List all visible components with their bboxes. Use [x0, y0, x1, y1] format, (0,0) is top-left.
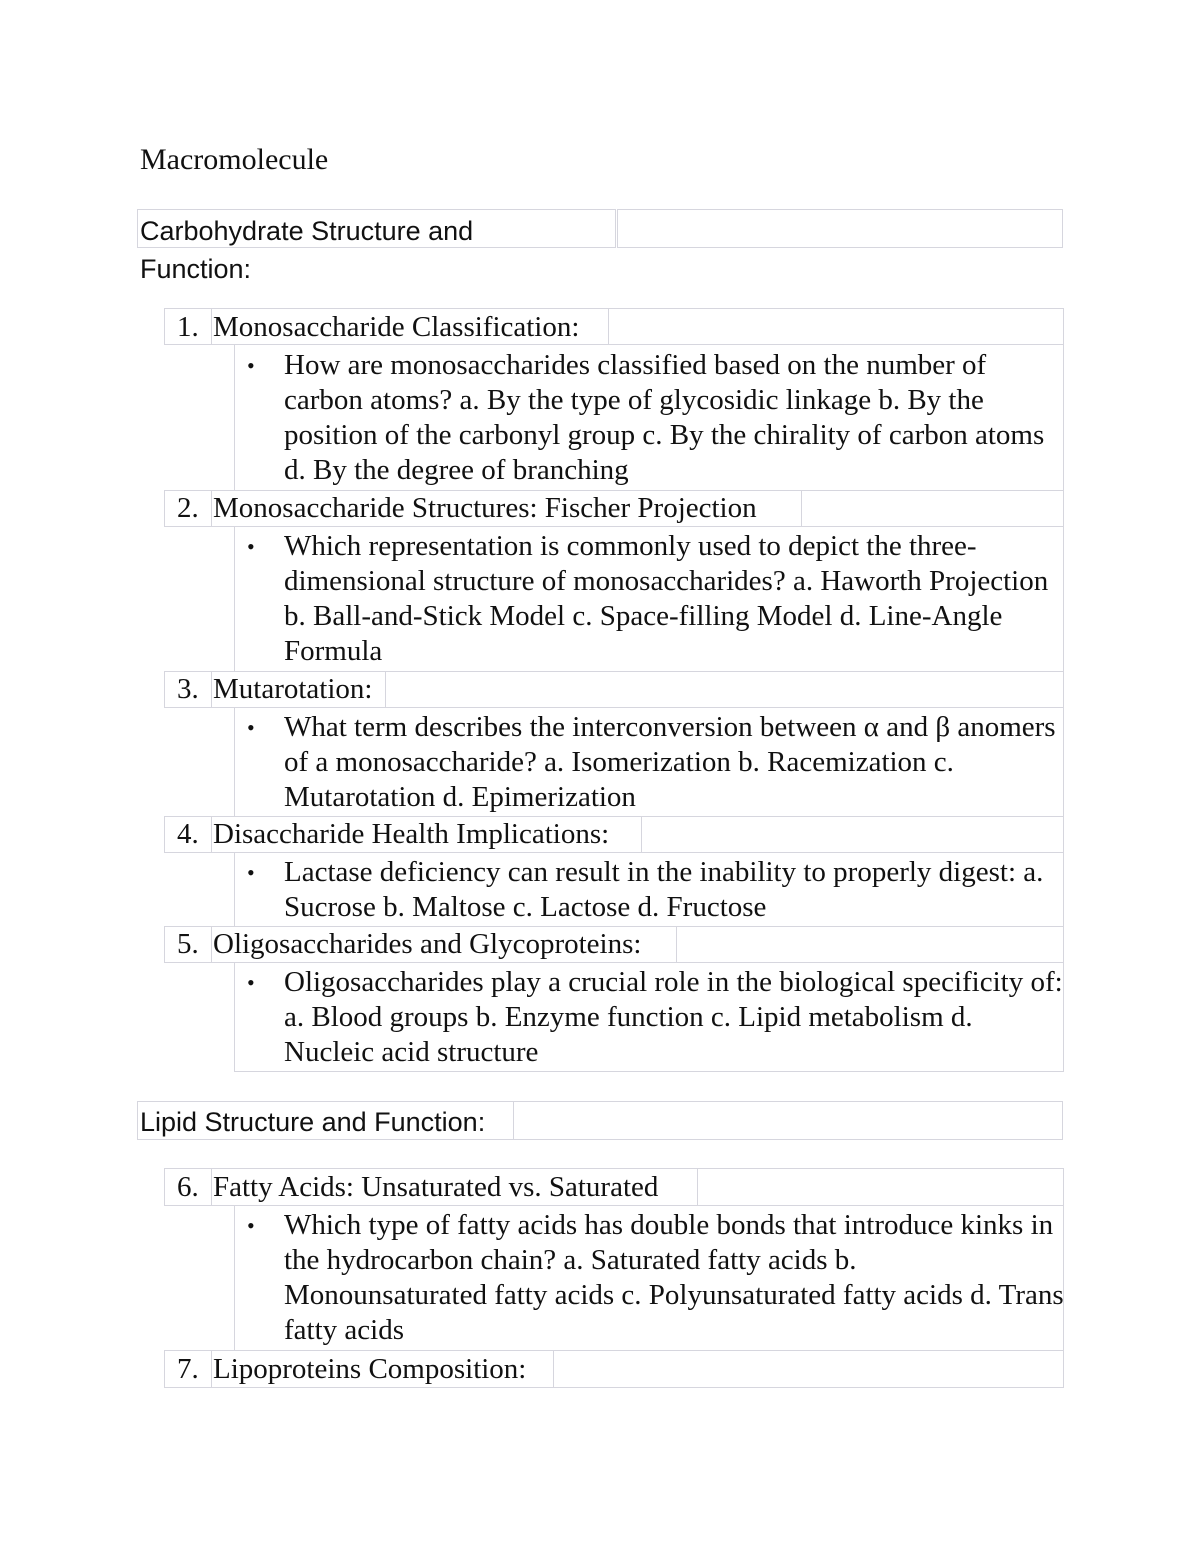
- question-text: Which representation is commonly used to depict the three-dimensional structure of monosaccharides? a. Haworth Projection b. Ball-and-Stick Model c. Space-filling Model d. Line-Angle Formula: [284, 530, 1049, 667]
- question-text: What term describes the interconversion between α and β anomers of a monosaccharide? a. Isomerization b. Racemization c. Mutarotation d. Epimerization: [284, 711, 1056, 813]
- item-empty-cell: [641, 816, 1064, 853]
- question-text: Oligosaccharides play a crucial role in the biological specificity of: a. Blood groups b. Enzyme function c. Lipid metabolism d. Nucleic acid structure: [284, 966, 1063, 1068]
- item-number: 4.: [177, 818, 199, 850]
- item-empty-cell: [676, 926, 1064, 963]
- item-number: 7.: [177, 1353, 199, 1385]
- item-empty-cell: [553, 1350, 1064, 1388]
- item-empty-cell: [608, 308, 1064, 345]
- item-title: Disaccharide Health Implications:: [213, 818, 610, 850]
- section-heading-carbohydrate-line2: Function:: [140, 254, 252, 284]
- item-empty-cell: [697, 1168, 1064, 1206]
- bullet-icon: •: [247, 715, 255, 740]
- bullet-icon: •: [247, 860, 255, 885]
- bullet-icon: •: [247, 353, 255, 378]
- item-title: Monosaccharide Classification:: [213, 311, 580, 343]
- item-number: 2.: [177, 492, 199, 524]
- bullet-icon: •: [247, 534, 255, 559]
- item-number: 6.: [177, 1171, 199, 1203]
- bullet-icon: •: [247, 1213, 255, 1238]
- question-text: Which type of fatty acids has double bonds that introduce kinks in the hydrocarbon chain? a. Saturated fatty acids b. Monounsaturated fatty acids c. Polyunsaturated fatty acids d. Trans fatty acids: [284, 1209, 1064, 1346]
- item-title: Fatty Acids: Unsaturated vs. Saturated: [213, 1171, 659, 1203]
- item-number: 3.: [177, 673, 199, 705]
- page-title: Macromolecule: [140, 143, 329, 176]
- item-number: 1.: [177, 311, 199, 343]
- section-heading-carbohydrate-line1: Carbohydrate Structure and: [140, 216, 474, 246]
- question-text: Lactase deficiency can result in the inability to properly digest: a. Sucrose b. Maltose c. Lactose d. Fructose: [284, 856, 1044, 923]
- item-empty-cell: [801, 490, 1064, 527]
- bullet-icon: •: [247, 970, 255, 995]
- item-title: Lipoproteins Composition:: [213, 1353, 527, 1385]
- item-number: 5.: [177, 928, 199, 960]
- question-text: How are monosaccharides classified based on the number of carbon atoms? a. By the type of glycosidic linkage b. By the position of the carbonyl group c. By the chirality of carbon atoms d. By the degree of branching: [284, 349, 1045, 486]
- item-title: Monosaccharide Structures: Fischer Projection: [213, 492, 757, 524]
- section-heading-lipid: Lipid Structure and Function:: [140, 1107, 486, 1137]
- item-empty-cell: [385, 671, 1064, 708]
- section-heading-empty-cell: [513, 1101, 1063, 1140]
- item-title: Mutarotation:: [213, 673, 373, 705]
- section-heading-empty-cell: [617, 209, 1063, 248]
- item-title: Oligosaccharides and Glycoproteins:: [213, 928, 642, 960]
